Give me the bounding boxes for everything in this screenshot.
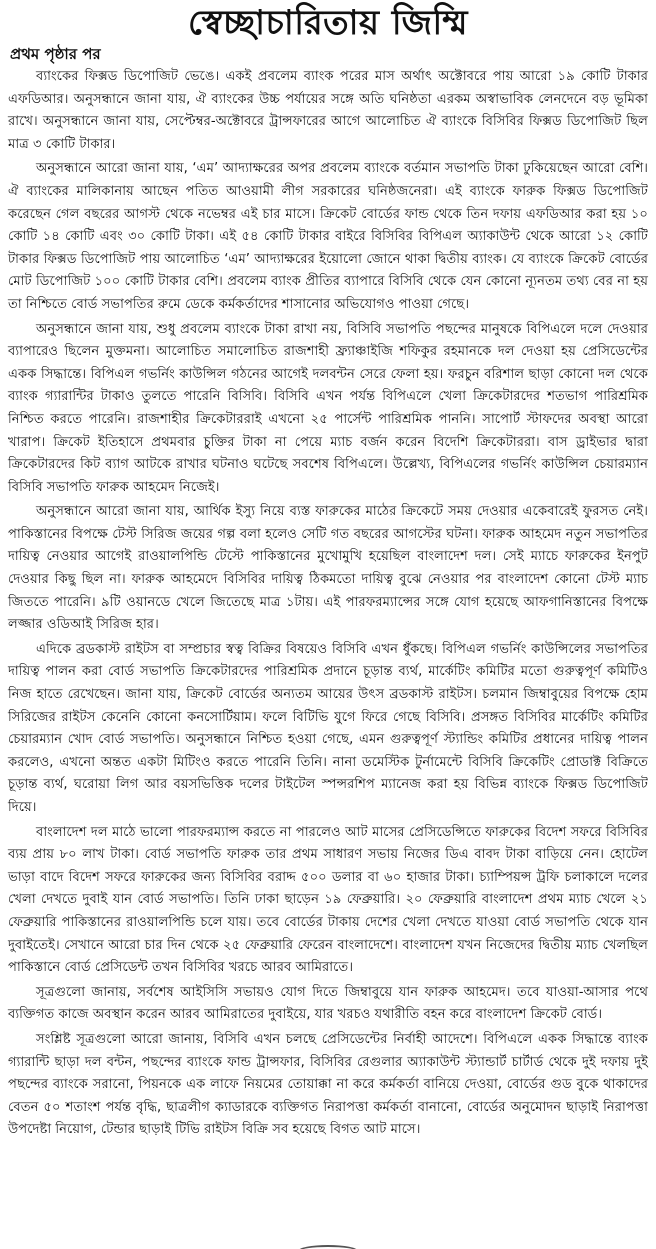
article-paragraph: অনুসন্ধানে আরো জানা যায়, ‘এম’ আদ্যাক্ষরের অপর প্রবলেম ব্যাংকে বর্তমান সভাপতি টাকা ঢুকিয়েছেন আরো বেশি। ঐ ব্যাংকের মালিকানায় আছেন পতিত আওয়ামী লীগ সরকারের ঘনিষ্ঠজনেরা। এই ব্যাংকে ফারুক ফিক্সড ডিপোজিট করেছেন গেল বছরের আগস্ট থেকে নভেম্বর এই চার মাসে। ক্রিকেট বোর্ডের ফান্ড থেকে তিন দফায় এফডিআর করা হয় ১০ কোটি ১৪ কোটি এবং ৩০ কোটি টাকা। এই ৫৪ কোটি টাকার বাইরে বিসিবির বিপিএল অ্যাকাউন্ট থেকে আরো ১২ কোটি টাকার ফিক্সড ডিপোজিট পায় আলোচিত ‘এম’ আদ্যাক্ষরের ইয়োলো জোনে থাকা দ্বিতীয় ব্যাংক। যে ব্যাংকে ক্রিকেট বোর্ডের মোট ডিপোজিট ১০০ কোটি টাকার বেশি। প্রবলেম ব্যাংক প্রীতির ব্যাপারে বিসিবি থেকে যেন কোনো ন্যূনতম তথ্য বের না হয় তা নিশ্চিতে বোর্ড সভাপতির রুমে ডেকে কর্মকর্তাদের শাসানোর অভিযোগও পাওয়া গেছে।: [8, 161, 648, 312]
article-paragraph: এদিকে ব্রডকাস্ট রাইটস বা সম্প্রচার স্বত্ব বিক্রির বিষয়েও বিসিবি এখন ধুঁকছে। বিপিএল গভর্নিং কাউন্সিলের সভাপতির দায়িত্ব পালন করা বোর্ড সভাপতি ক্রিকেটারদের পারিশ্রমিক প্রদানে চূড়ান্ত ব্যর্থ, মার্কেটিং কমিটির মতো গুরুত্বপূর্ণ কমিটিও নিজ হাতে রেখেছেন। জানা যায়, ক্রিকেট বোর্ডের অন্যতম আয়ের উৎস ব্রডকাস্ট রাইটস। চলমান জিম্বাবুয়ের বিপক্ষে হোম সিরিজের রাইটস কেনেনি কোনো কনসোর্টিয়াম। ফলে বিটিভি যুগে ফিরে গেছে বিসিবি। প্রসঙ্গত বিসিবির মার্কেটিং কমিটির চেয়ারম্যান খোদ বোর্ড সভাপতি। অনুসন্ধানে নিশ্চিত হওয়া গেছে, এমন গুরুত্বপূর্ণ স্ট্যান্ডিং কমিটির প্রধানের দায়িত্ব পালন করলেও, এখনো অন্তত একটা মিটিংও করতে পারেনি তিনি। নানা ডমেস্টিক টুর্নামেন্টে বিসিবি ক্রিকেটিং প্রোডাক্ট বিক্রিতে চূড়ান্ত ব্যর্থ, ঘরোয়া লিগ আর বয়সভিত্তিক দলের টাইটেল স্পন্সরশিপ ম্যানেজ করা হয় বিভিন্ন ব্যাংকে ফিক্সড ডিপোজিট দিয়ে।: [8, 641, 648, 815]
article-paragraph: সংশ্লিষ্ট সূত্রগুলো আরো জানায়, বিসিবি এখন চলছে প্রেসিডেন্টের নির্বাহী আদেশে। বিপিএলে একক সিদ্ধান্তে ব্যাংক গ্যারান্টি ছাড়া দল বন্টন, পছন্দের ব্যাংকে ফান্ড ট্রান্সফার, বিসিবির রেগুলার অ্যাকাউন্ট স্ট্যান্ডার্ট চার্টার্ড থেকে দুই দফায় দুই পছন্দের ব্যাংকে সরানো, পিয়নকে এক লাফে নিয়মের তোয়াক্কা না করে কর্মকর্তা বানিয়ে দেওয়া, বোর্ডের গুড বুকে থাকাদের বেতন ৫০ শতাংশ পর্যন্ত বৃদ্ধি, ছাত্রলীগ ক্যাডারকে ব্যক্তিগত নিরাপত্তা কর্মকর্তা বানানো, বোর্ডের অনুমোদন ছাড়াই নিরাপত্তা উপদেষ্টা নিয়োগ, টেন্ডার ছাড়াই টিভি রাইটস বিক্রি সব হয়েছে বিগত আট মাসে।: [8, 1031, 648, 1138]
article-paragraph: সূত্রগুলো জানায়, সর্বশেষ আইসিসি সভায়ও যোগ দিতে জিম্বাবুয়ে যান ফারুক আহমেদ। তবে যাওয়া-আসার পথে ব্যক্তিগত কাজে অবস্থান করেন আরব আমিরাতের দুবাইয়ে, যার খরচও যথারীতি বহন করে বাংলাদেশ ক্রিকেট বোর্ড।: [8, 984, 648, 1023]
continued-from-label: প্রথম পৃষ্ঠার পর: [10, 45, 101, 63]
article-paragraph: অনুসন্ধানে আরো জানা যায়, আর্থিক ইস্যু নিয়ে ব্যস্ত ফারুকের মাঠের ক্রিকেটে সময় দেওয়ার একেবারেই ফুরসত নেই। পাকিস্তানের বিপক্ষে টেস্ট সিরিজ জয়ের গল্প বলা হলেও সেটি গত বছরের আগস্টের ঘটনা। ফারুক আহমেদ নতুন সভাপতির দায়িত্ব নেওয়ার আগেই রাওয়ালপিন্ডি টেস্টে পাকিস্তানের মুখোমুখি হয়েছিল বাংলাদেশ দল। সেই ম্যাচে ফারুকের ইনপুট দেওয়ার কিছু ছিল না। ফারুক আহমেদে বিসিবির দায়িত্ব ঠিকমতো দায়িত্ব বুঝে নেওয়ার পর বাংলাদেশ কোনো টেস্ট ম্যাচ জিততে পারেনি। ৯টি ওয়ানডে খেলে জিতেছে মাত্র ১টায়। এই পারফরম্যান্সের সঙ্গে যোগ হয়েছে আফগানিস্তানের বিপক্ষে লজ্জার ওডিআই সিরিজ হার।: [8, 504, 648, 633]
article-paragraph: অনুসন্ধানে জানা যায়, শুধু প্রবলেম ব্যাংকে টাকা রাখা নয়, বিসিবি সভাপতি পছন্দের মানুষকে বিপিএলে দলে দেওয়ার ব্যাপারেও ছিলেন মুক্তমনা। আলোচিত সমালোচিত রাজশাহী ফ্র্যাঞ্চাইজি শফিকুর রহমানকে দল দেওয়া হয় প্রেসিডেন্টের একক সিদ্ধান্তে। বিপিএল গভর্নিং কাউন্সিল গঠনের আগেই দলবন্টন সেরে ফেলা হয়। ফরচুন বরিশাল ছাড়া কোনো দল থেকে ব্যাংক গ্যারান্টির টাকাও তুলতে পারেনি বিসিবি। বিসিবি এখন পর্যন্ত বিপিএলে খেলা ক্রিকেটারদের শতভাগ পারিশ্রমিক নিশ্চিত করতে পারেনি। রাজশাহীর ক্রিকেটাররাই এখনো ২৫ পার্সেন্ট পারিশ্রমিক পাননি। সাপোর্ট স্টাফদের অবস্থা আরো খারাপ। ক্রিকেট ইতিহাসে প্রথমবার চুক্তির টাকা না পেয়ে ম্যাচ বর্জন করেন বিদেশি ক্রিকেটাররা। বাস ড্রাইভার দ্বারা ক্রিকেটারদের কিট ব্যাগ আটকে রাখার ঘটনাও ঘটেছে সবশেষ বিপিএলে। উল্লেখ্য, বিপিএলের গভর্নিং কাউন্সিল চেয়ারম্যান বিসিবি সভাপতি ফারুক আহমেদ নিজেই।: [8, 321, 648, 495]
article-headline: স্বেচ্ছাচারিতায় জিম্মি: [187, 3, 469, 43]
article-paragraph: বাংলাদেশ দল মাঠে ভালো পারফরম্যান্স করতে না পারলেও আট মাসের প্রেসিডেন্সিতে ফারুকের বিদেশ সফরে বিসিবির ব্যয় প্রায় ৮০ লাখ টাকা। বোর্ড সভাপতি ফারুক তার প্রথম সাধারণ সভায় নিজের ডিএ বাবদ টাকা বাড়িয়ে নেন। হোটেল ভাড়া বাদে বিদেশ সফরে ফারুকের জন্য বিসিবির বরাদ্দ ৫০০ ডলার বা ৬০ হাজার টাকা। চ্যাম্পিয়ন্স ট্রফি চলাকালে দলের খেলা দেখতে দুবাই যান বোর্ড সভাপতি। তিনি ঢাকা ছাড়েন ১৯ ফেব্রুয়ারি। ২০ ফেব্রুয়ারি বাংলাদেশ প্রথম ম্যাচ খেলে ২১ ফেব্রুয়ারি পাকিস্তানের রাওয়ালপিন্ডি চলে যায়। তবে বোর্ডের টাকায় দেশের খেলা দেখতে যাওয়া বোর্ড সভাপতি থেকে যান দুবাইতেই। সেখানে আরো চার দিন থেকে ২৫ ফেব্রুয়ারি ফেরেন বাংলাদেশে। বাংলাদেশ যখন নিজেদের দ্বিতীয় ম্যাচ খেলছিল পাকিস্তানে বোর্ড প্রেসিডেন্ট তখন বিসিবির খরচে আরব আমিরাতে।: [8, 824, 648, 976]
cropped-footer-mark: [0, 1243, 656, 1249]
newspaper-page: [0, 4, 656, 1249]
article-body: [8, 66, 648, 1142]
article-paragraph: ব্যাংকের ফিক্সড ডিপোজিট ভেঙে। একই প্রবলেম ব্যাংক পরের মাস অর্থাৎ অক্টোবরে পায় আরো ১৯ কোটি টাকার এফডিআর। অনুসন্ধানে জানা যায়, ঐ ব্যাংকের উচ্চ পর্যায়ের সঙ্গে অতি ঘনিষ্ঠতা এরকম অস্বাভাবিক লেনদেনে বড় ভূমিকা রাখে। অনুসন্ধানে জানা যায়, সেপ্টেম্বর-অক্টোবরে ট্রান্সফারের আগে আলোচিত ঐ ব্যাংকে বিসিবির ফিক্সড ডিপোজিট ছিল মাত্র ৩ কোটি টাকার।: [8, 69, 648, 152]
